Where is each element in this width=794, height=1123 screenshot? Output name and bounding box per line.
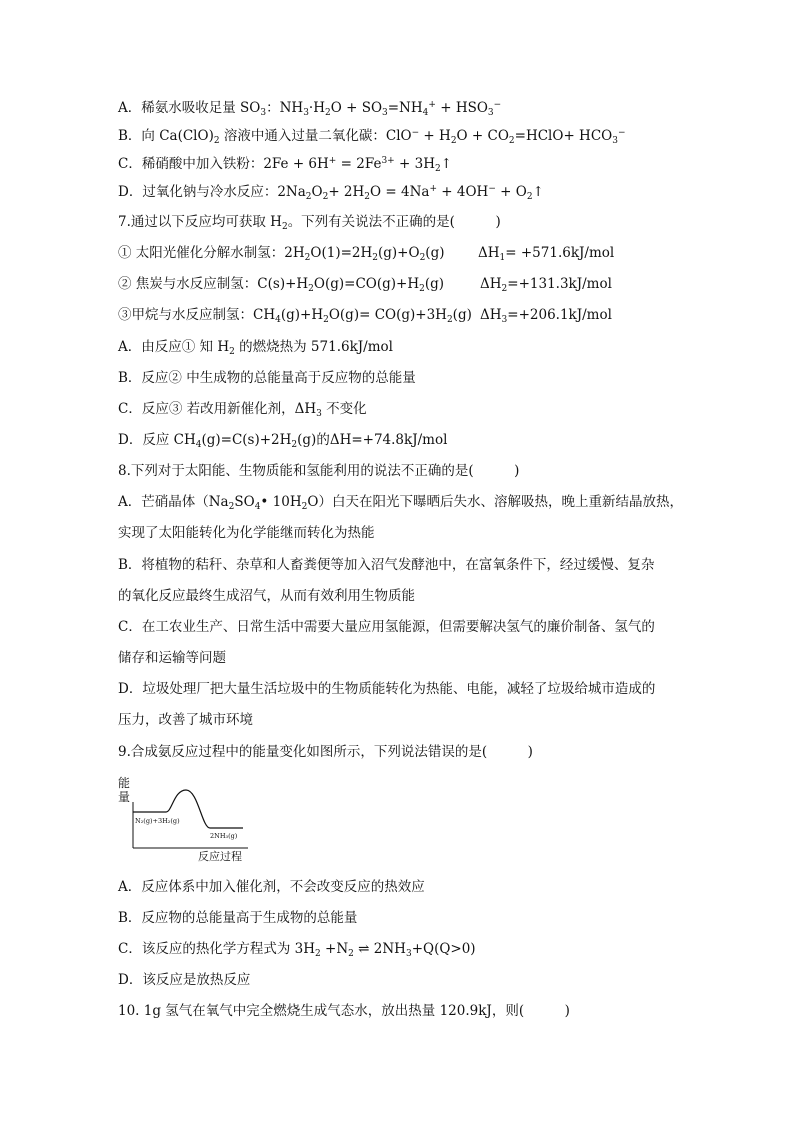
- q7-reaction-3: ③甲烷与水反应制氢：$CH_4(g)+H_2O(g)= CO(g)+3H_2(g)$ $\Delta H_3=+206.1kJ$/mol: [118, 306, 718, 329]
- q8-option-b-line-1: B．将植物的秸秆、杂草和人畜粪便等加入沼气发酵池中，在富氧条件下，经过缓慢、复杂: [118, 557, 655, 573]
- diagram-y-label-1: 能: [118, 776, 131, 790]
- diagram-products-label: 2NH₃(g): [210, 832, 238, 840]
- energy-profile-diagram: [118, 774, 258, 864]
- q10-stem: 10. 1g 氢气在氧气中完全燃烧生成气态水，放出热量 120.9kJ，则( ): [118, 1003, 570, 1019]
- q8-option-a-line-2: 实现了太阳能转化为化学能继而转化为热能: [118, 525, 375, 541]
- q9-option-c: C．该反应的热化学方程式为 $3H_2 +N_2$ ⇌ $2NH_3+Q(Q>0)$: [118, 941, 476, 959]
- q7-reaction-2-enthalpy: $\Delta H_2=+131.3kJ$/mol: [480, 276, 612, 294]
- q9-option-a: A．反应体系中加入催化剂，不会改变反应的热效应: [118, 879, 425, 895]
- q9-stem: 9.合成氨反应过程中的能量变化如图所示，下列说法错误的是( ): [118, 744, 533, 760]
- q8-option-d-line-2: 压力，改善了城市环境: [118, 712, 253, 728]
- q8-option-a-line-1: A．芒硝晶体（$Na_2SO_4•$ $10H_2O$）白天在阳光下曝晒后失水、溶解吸热，晚上重新结晶放热，: [118, 494, 683, 512]
- q9-option-b: B．反应物的总能量高于生成物的总能量: [118, 910, 358, 926]
- q8-stem: 8.下列对于太阳能、生物质能和氢能利用的说法不正确的是( ): [118, 463, 520, 479]
- diagram-reactants-label: N₂(g)+3H₂(g): [135, 817, 180, 825]
- diagram-y-label-2: 量: [118, 790, 131, 804]
- q8-option-b-line-2: 的氧化反应最终生成沼气，从而有效利用生物质能: [118, 588, 415, 604]
- q6-option-a: A．稀氨水吸收足量 $SO_3$：$NH_3\cdot H_2O + SO_3=NH_4^+ + HSO_3^-$: [118, 100, 502, 118]
- q6-option-d: D．过氧化钠与冷水反应：$2Na_2O_2+ 2H_2O = 4Na^+ + 4OH^-$ + $O_2↑$: [118, 184, 544, 202]
- q7-reaction-2: ② 焦炭与水反应制氢：$C(s)+H_2O(g)=CO(g)+H_2(g)$ $\Delta H_2=+131.3kJ$/mol: [118, 275, 718, 298]
- equilibrium-arrow-icon: ⇌: [358, 941, 370, 957]
- q6-option-b: B．向 $Ca(ClO)_2$ 溶液中通入过量二氧化碳：$ClO^- + H_2O$ + $CO_2=HClO+ HCO_3^-$: [118, 128, 626, 146]
- q8-option-c-line-2: 储存和运输等问题: [118, 650, 226, 666]
- q7-stem: 7.通过以下反应均可获取 $H_2$。下列有关说法不正确的是( ): [118, 214, 501, 232]
- q7-option-d: D．反应 $CH_4(g)=C(s)+2H_2(g)$的ΔH=+74.8kJ/mol: [118, 432, 448, 450]
- q7-reaction-1: ① 太阳光催化分解水制氢：$2H_2O(1)=2H_2(g)+O_2(g)$ $\Delta H_1= +571.6kJ/mol$: [118, 244, 718, 267]
- q7-option-a: A．由反应① 知 $H_2$ 的燃烧热为 571.6kJ/mol: [118, 339, 393, 357]
- q6-option-c: C．稀硝酸中加入铁粉：$2Fe + 6H^+ = 2Fe^{3+}$ + $3H_2↑$: [118, 156, 453, 174]
- q8-option-c-line-1: C．在工农业生产、日常生活中需要大量应用氢能源，但需要解决氢气的廉价制备、氢气的: [118, 619, 655, 635]
- q9-option-d: D．该反应是放热反应: [118, 972, 251, 988]
- q7-option-c: C．反应③ 若改用新催化剂，$\Delta H_3$ 不变化: [118, 401, 367, 419]
- q7-option-b: B．反应② 中生成物的总能量高于反应物的总能量: [118, 370, 416, 386]
- q8-option-d-line-1: D．垃圾处理厂把大量生活垃圾中的生物质能转化为热能、电能，减轻了垃圾给城市造成的: [118, 681, 656, 697]
- diagram-x-label: 反应过程: [198, 850, 242, 863]
- q7-reaction-1-enthalpy: $\Delta H_1= +571.6kJ/mol$: [478, 245, 615, 263]
- q7-reaction-3-enthalpy: $\Delta H_3=+206.1kJ$/mol: [480, 307, 612, 325]
